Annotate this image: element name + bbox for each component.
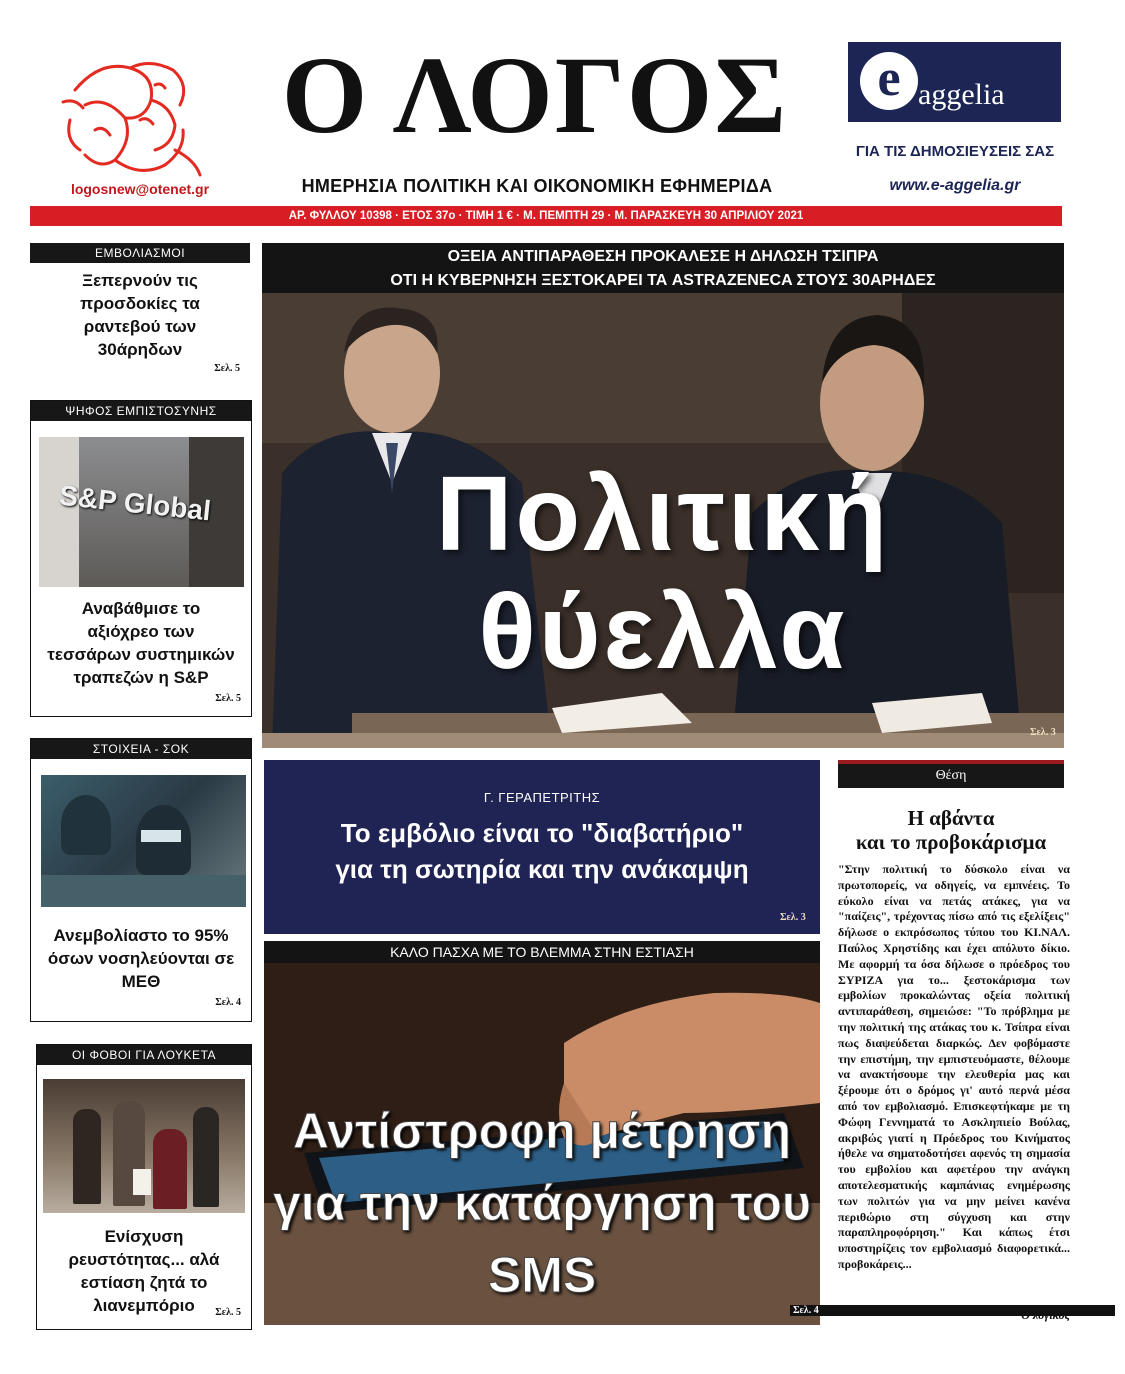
ad-url[interactable]: www.e-aggelia.gr: [889, 177, 1021, 194]
issue-info: ΑΡ. ΦΥΛΛΟΥ 10398 · ΕΤΟΣ 37ο · ΤΙΜΗ 1 € · Μ. ΠΕΜΠΤΗ 29 · Μ. ΠΑΡΑΣΚΕΥΗ 30 ΑΠΡΙΛΙΟΥ 2021: [288, 210, 804, 222]
opinion-body: "Στην πολιτική το δύσκολο είναι να πρωτοπορείς, να οδηγείς, να εμπνέεις. Το εύκολο είναι να πετάς ατάκες, για να "παίζεις", τρέχοντας πίσω από τις εξελίξεις" δήλωσε ο εκπρόσωπος τύπου του ΚΙ.ΝΑΛ. Παύλος Χρηστίδης και έχει απόλυτο δίκιο. Με αφορμή τα όσα δήλωσε ο πρόεδρος του ΣΥΡΙΖΑ για το... ξεστοκάρισμα των εμβολίων προκαλώντας οξεία πολιτική αντιπαράθεση, σημειώσε: "Το πρόβλημα με την πολιτική της ατάκας του κ. Τσίπρα είναι πως διαψεύδεται διαρκώς. Δεν φοβόμαστε την επιστήμη, την εμπιστευόμαστε, θέλουμε να ανακτήσουμε την ελευθερία μας και ξέρουμε ότι ο δρόμος γι' αυτό περνά μέσα από τον εμβολιασμό. Επισκεφτήκαμε με τη Φώφη Γεννηματά το Ασκληπιείο Βούλας, ακριβώς γιατί η Πρόεδρος του Κινήματος ήθελε να σηματοδοτήσει αφενός τη σημασία του εμβολίου και αφετέρου την ανάγκη αποτελεσματικής καμπάνιας ενημέρωσης των πολιτών για να μην μείνει κανένα περιθώριο στη σύγχυση και στην παραπληροφόρηση." Και κάπως έτσι υποστηρίζεις τον εμβολιασμό διαφορετικά... προβοκάρεις...: [838, 862, 1070, 1271]
sidebar-header: ΟΙ ΦΟΒΟΙ ΓΙΑ ΛΟΥΚΕΤΑ: [37, 1045, 251, 1065]
headline-line: Αντίστροφη μέτρηση: [292, 1103, 792, 1159]
icu-photo: [41, 775, 246, 907]
sms-headline: [264, 1095, 820, 1311]
title-line: Η αβάντα: [907, 806, 995, 830]
page-reference: Σελ. 3: [1030, 727, 1056, 738]
page-reference: Σελ. 4: [215, 997, 241, 1008]
sp-global-sign: S&P Global: [57, 479, 213, 527]
banner-line: ΟΤΙ Η ΚΥΒΕΡΝΗΣΗ ΞΕΣΤΟΚΑΡΕΙ ΤΑ ASTRAZENECA ΣΤΟΥΣ 30ΑΡΗΔΕΣ: [390, 272, 936, 289]
headline-line: θύελλα: [478, 573, 848, 691]
page-reference: Σελ. 4: [790, 1305, 1115, 1316]
page-reference: Σελ. 5: [214, 363, 240, 374]
title-line: και το προβοκάρισμα: [855, 830, 1047, 854]
newspaper-logo-icon: [55, 50, 205, 185]
main-story-banner: [262, 243, 1064, 293]
sidebar-header: ΨΗΦΟΣ ΕΜΠΙΣΤΟΣΥΝΗΣ: [31, 401, 251, 421]
sp-global-photo: [39, 437, 244, 587]
newspaper-tagline: ΗΜΕΡΗΣΙΑ ΠΟΛΙΤΙΚΗ ΚΑΙ ΟΙΚΟΝΟΜΙΚΗ ΕΦΗΜΕΡΙΔΑ: [301, 176, 773, 196]
page-reference: Σελ. 3: [780, 912, 806, 923]
headline-line: Πολιτική: [435, 455, 891, 573]
page-reference: Σελ. 5: [215, 1307, 241, 1318]
sidebar-story-vaccination[interactable]: [30, 243, 250, 383]
sidebar-header: ΣΤΟΙΧΕΙΑ - ΣΟΚ: [31, 739, 251, 759]
main-headline: [262, 455, 1064, 691]
opinion-title: [838, 806, 1064, 854]
sidebar-header: ΕΜΒΟΛΙΑΣΜΟΙ: [30, 243, 250, 263]
newspaper-title: Ο ΛΟΓΟΣ: [281, 34, 789, 156]
sidebar-headline: Αναβάθμισε το αξιόχρεο των τεσσάρων συστημικών τραπεζών η S&P: [47, 599, 235, 687]
contact-email: logosnew@otenet.gr: [70, 181, 210, 197]
headline-line: για τη σωτηρία και την ανάκαμψη: [335, 854, 749, 884]
e-aggelia-logo-icon: e: [860, 52, 918, 110]
sidebar-story-retail[interactable]: [36, 1044, 252, 1330]
story-kicker: Γ. ΓΕΡΑΠΕΤΡΙΤΗΣ: [483, 790, 601, 805]
page-reference: Σελ. 5: [215, 693, 241, 704]
sms-story-banner: ΚΑΛΟ ΠΑΣΧΑ ΜΕ ΤΟ ΒΛΕΜΜΑ ΣΤΗΝ ΕΣΤΙΑΣΗ: [264, 941, 820, 963]
sidebar-story-icu[interactable]: [30, 738, 252, 1022]
headline-line: για την κατάργηση του SMS: [273, 1175, 811, 1303]
headline-line: Το εμβόλιο είναι το "διαβατήριο": [340, 818, 744, 848]
sidebar-headline: Ανεμβολίαστο το 95% όσων νοσηλεύονται σε ΜΕΘ: [47, 926, 235, 991]
opinion-signature: Ο λογικός: [1021, 1308, 1070, 1322]
opinion-header: Θέση: [838, 760, 1064, 788]
sidebar-headline: Ξεπερνούν τις προσδοκίες τα ραντεβού των 30άρηδων: [80, 271, 200, 359]
shoppers-photo: [43, 1079, 245, 1213]
e-aggelia-wordmark: aggelia: [918, 78, 1005, 111]
ad-tagline: ΓΙΑ ΤΙΣ ΔΗΜΟΣΙΕΥΣΕΙΣ ΣΑΣ: [855, 143, 1055, 160]
banner-line: ΟΞΕΙΑ ΑΝΤΙΠΑΡΑΘΕΣΗ ΠΡΟΚΑΛΕΣΕ Η ΔΗΛΩΣΗ ΤΣΙΠΡΑ: [447, 248, 879, 265]
sidebar-story-sp-rating[interactable]: [30, 400, 252, 717]
story-headline: [264, 815, 820, 887]
sidebar-headline: Ενίσχυση ρευστότητας... αλά εστίαση ζητά το λιανεμπόριο: [68, 1227, 220, 1315]
